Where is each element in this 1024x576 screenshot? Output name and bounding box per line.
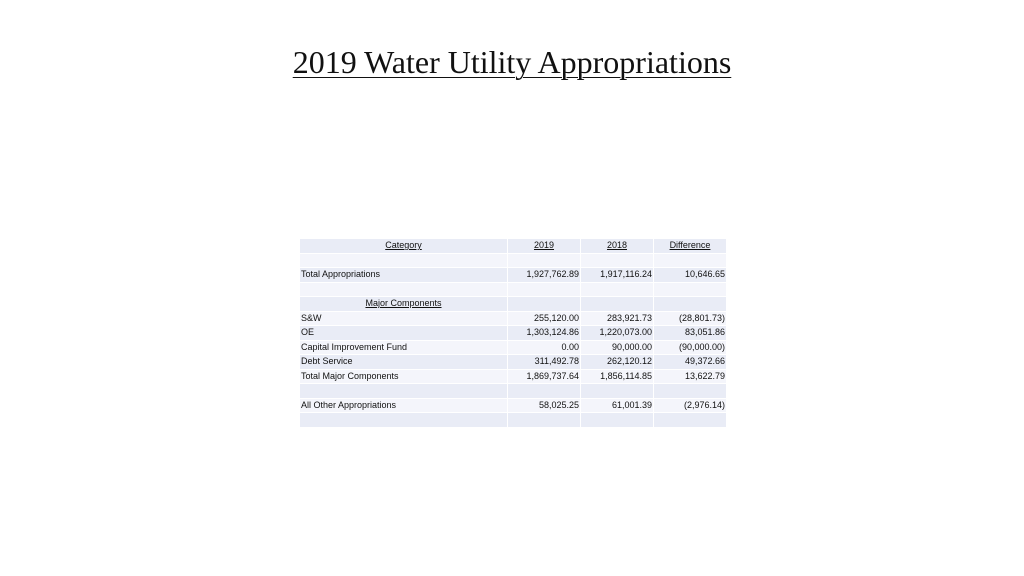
value-2019: 1,869,737.64 xyxy=(508,370,581,385)
value-2019: 1,927,762.89 xyxy=(508,268,581,283)
table-row-total-major-components xyxy=(300,370,727,385)
table-row xyxy=(300,312,727,327)
value-difference: 10,646.65 xyxy=(654,268,727,283)
header-2018: 2018 xyxy=(581,239,654,254)
value-difference: 83,051.86 xyxy=(654,326,727,341)
value-difference: (28,801.73) xyxy=(654,312,727,327)
major-components-heading: Major Components xyxy=(300,297,508,312)
value-difference: (90,000.00) xyxy=(654,341,727,356)
value-2018: 90,000.00 xyxy=(581,341,654,356)
value-2018: 262,120.12 xyxy=(581,355,654,370)
blank-row xyxy=(300,283,727,298)
blank-row xyxy=(300,254,727,269)
major-components-heading-row xyxy=(300,297,727,312)
table-row xyxy=(300,326,727,341)
table-row xyxy=(300,341,727,356)
value-2019: 311,492.78 xyxy=(508,355,581,370)
slide-title xyxy=(0,44,1024,81)
value-difference: 13,622.79 xyxy=(654,370,727,385)
table-row-all-other xyxy=(300,399,727,414)
row-label: S&W xyxy=(300,312,508,327)
row-label: Total Appropriations xyxy=(300,268,508,283)
header-2019: 2019 xyxy=(508,239,581,254)
value-difference: 49,372.66 xyxy=(654,355,727,370)
value-2018: 1,220,073.00 xyxy=(581,326,654,341)
row-label: Debt Service xyxy=(300,355,508,370)
value-difference: (2,976.14) xyxy=(654,399,727,414)
row-label: Total Major Components xyxy=(300,370,508,385)
blank-row xyxy=(300,384,727,399)
header-row xyxy=(300,239,727,254)
value-2018: 1,917,116.24 xyxy=(581,268,654,283)
value-2019: 1,303,124.86 xyxy=(508,326,581,341)
blank-row xyxy=(300,413,727,428)
header-category: Category xyxy=(300,239,508,254)
appropriations-table xyxy=(300,239,727,428)
value-2019: 58,025.25 xyxy=(508,399,581,414)
value-2018: 61,001.39 xyxy=(581,399,654,414)
value-2019: 0.00 xyxy=(508,341,581,356)
table-row xyxy=(300,355,727,370)
row-label: OE xyxy=(300,326,508,341)
row-label: All Other Appropriations xyxy=(300,399,508,414)
value-2018: 283,921.73 xyxy=(581,312,654,327)
value-2018: 1,856,114.85 xyxy=(581,370,654,385)
row-label: Capital Improvement Fund xyxy=(300,341,508,356)
header-difference: Difference xyxy=(654,239,727,254)
table-row-total-appropriations xyxy=(300,268,727,283)
slide-title-text: 2019 Water Utility Appropriations xyxy=(292,44,732,80)
value-2019: 255,120.00 xyxy=(508,312,581,327)
